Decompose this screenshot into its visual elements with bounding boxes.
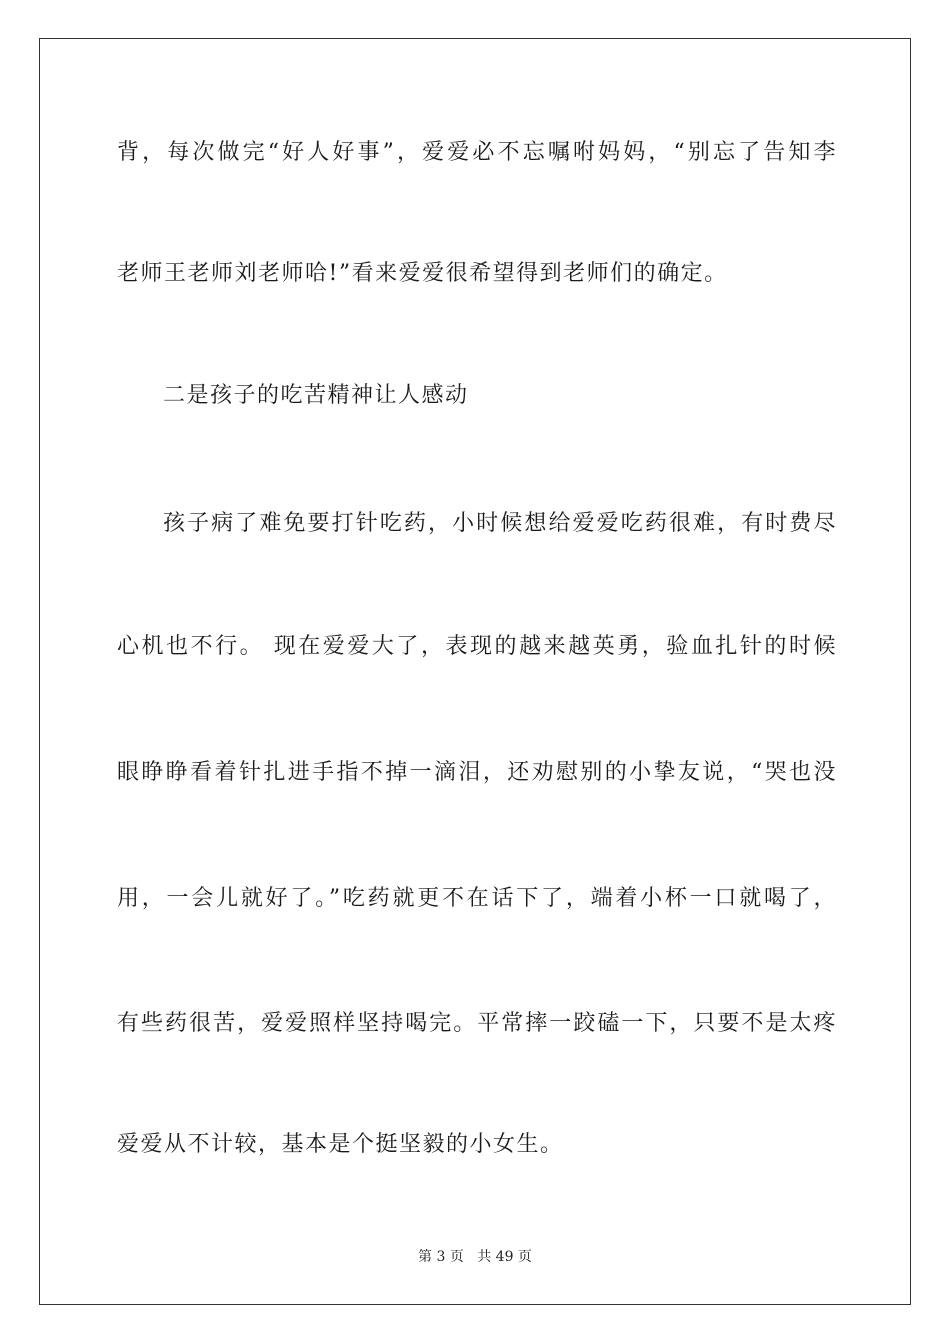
section-heading: 二是孩子的吃苦精神让人感动: [163, 383, 469, 408]
paragraph-line: 有些药很苦，爱爱照样坚持喝完。平常摔一跤磕一下，只要不是太疼: [117, 1011, 837, 1036]
paragraph-line: 爱爱从不计较，基本是个挺坚毅的小女生。: [117, 1132, 564, 1157]
page-footer: [0, 1248, 950, 1266]
paragraph-line: 背，每次做完“好人好事”，爱爱必不忘嘱咐妈妈，“别忘了告知李: [117, 140, 837, 165]
page-total: 共 49 页: [477, 1249, 532, 1265]
paragraph-line: 老师王老师刘老师哈!”看来爱爱很希望得到老师们的确定。: [117, 261, 728, 286]
paragraph-line: 用，一会儿就好了。”吃药就更不在话下了，端着小杯一口就喝了，: [117, 886, 837, 911]
paragraph-line: 孩子病了难免要打针吃药，小时候想给爱爱吃药很难，有时费尽: [163, 511, 837, 536]
paragraph-line: 眼睁睁看着针扎进手指不掉一滴泪，还劝慰别的小挚友说，“哭也没: [117, 760, 837, 785]
page-number: 第 3 页: [418, 1249, 464, 1265]
paragraph-line: 心机也不行。 现在爱爱大了，表现的越来越英勇，验血扎针的时候: [117, 634, 837, 659]
page-border: [39, 38, 911, 1305]
